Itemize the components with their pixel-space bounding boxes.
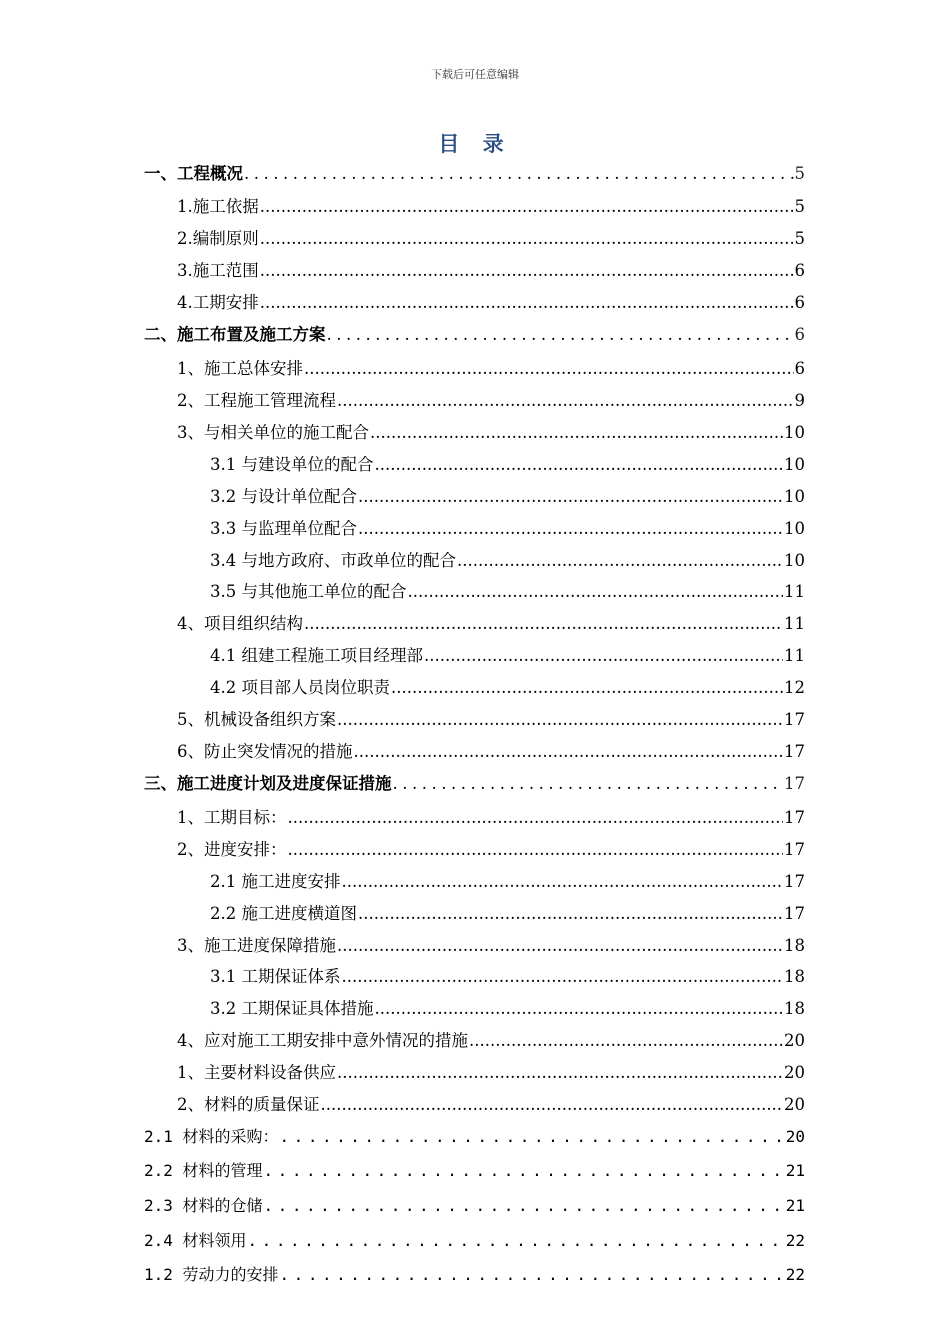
toc-entry-label: 6、防止突发情况的措施 [177,742,353,761]
toc-entry-page-number: 6 [794,293,805,312]
toc-entry-page-number: 17 [784,840,805,859]
toc-entry[interactable] [144,1262,805,1288]
toc-entry-label: 2、工程施工管理流程 [177,391,336,410]
page-header: 下载后可任意编辑 [431,68,519,81]
toc-entry[interactable] [210,995,805,1021]
toc-entry-page-number: 5 [794,164,805,183]
toc-entry-page-number: 6 [794,261,805,280]
toc-entry-label: 二、施工布置及施工方案 [144,325,326,344]
dot-leader [337,936,783,955]
toc-entry-page-number: 17 [784,904,805,923]
toc-entry-page-number: 6 [794,359,805,378]
dot-leader [354,742,784,761]
dot-leader [424,646,783,665]
toc-entry-page-number: 17 [784,742,805,761]
toc-entry-label: 3.1 工期保证体系 [210,967,341,986]
toc-entry-page-number: 20 [785,1127,805,1146]
dot-leader [358,487,783,506]
dot-leader [370,423,783,442]
toc-entry-page-number: 17 [784,872,805,891]
toc-entry-page-number: 17 [784,774,805,793]
toc-entry-page-number: 21 [785,1161,805,1180]
toc-entry[interactable] [177,1091,805,1117]
dot-leader [248,1231,785,1250]
dot-leader [342,872,784,891]
dot-leader [358,904,783,923]
toc-entry-page-number: 20 [784,1031,805,1050]
toc-entry[interactable] [210,578,805,604]
dot-leader [280,1265,785,1284]
toc-entry[interactable] [177,836,805,862]
dot-leader [393,774,784,793]
toc-entry[interactable] [210,674,805,700]
toc-entry-label: 4、项目组织结构 [177,614,303,633]
toc-entry-page-number: 22 [785,1265,805,1284]
toc-entry[interactable] [177,257,805,283]
dot-leader [337,391,794,410]
dot-leader [321,1095,784,1114]
toc-entry-page-number: 22 [785,1231,805,1250]
toc-entry-label: 2.4 材料领用 [144,1231,247,1250]
toc-entry[interactable] [144,770,805,796]
toc-entry-label: 3.5 与其他施工单位的配合 [210,582,407,601]
toc-entry[interactable] [177,610,805,636]
toc-entry[interactable] [144,321,805,347]
toc-entry-page-number: 18 [784,967,805,986]
toc-entry-label: 4、应对施工工期安排中意外情况的措施 [177,1031,468,1050]
toc-entry-label: 1.2 劳动力的安排 [144,1265,279,1284]
toc-entry-page-number: 10 [784,519,805,538]
toc-entry[interactable] [177,932,805,958]
dot-leader [337,1063,783,1082]
dot-leader [337,710,783,729]
toc-entry-page-number: 20 [784,1063,805,1082]
toc-entry-label: 3.2 与设计单位配合 [210,487,357,506]
toc-entry-label: 3.1 与建设单位的配合 [210,455,374,474]
toc-entry-page-number: 9 [794,391,805,410]
toc-entry-label: 4.工期安排 [177,293,259,312]
toc-entry[interactable] [177,1059,805,1085]
dot-leader [375,999,784,1018]
toc-entry-page-number: 10 [784,487,805,506]
toc-entry[interactable] [144,160,805,186]
toc-entry-label: 2.2 施工进度横道图 [210,904,357,923]
toc-entry-label: 1、施工总体安排 [177,359,303,378]
toc-entry[interactable] [144,1158,805,1184]
dot-leader [260,229,794,248]
toc-entry-page-number: 18 [784,936,805,955]
toc-entry-page-number: 10 [784,455,805,474]
toc-entry[interactable] [210,900,805,926]
toc-entry-page-number: 6 [794,325,805,344]
toc-entry-label: 三、施工进度计划及进度保证措施 [144,774,392,793]
toc-entry-label: 4.2 项目部人员岗位职责 [210,678,390,697]
toc-entry-label: 3.施工范围 [177,261,259,280]
dot-leader [244,164,794,183]
toc-entry-page-number: 11 [784,582,805,601]
dot-leader [288,840,784,859]
toc-entry[interactable] [210,963,805,989]
toc-entry[interactable] [210,451,805,477]
toc-entry-label: 3.4 与地方政府、市政单位的配合 [210,551,456,570]
toc-entry-label: 3、施工进度保障措施 [177,936,336,955]
toc-entry-page-number: 20 [784,1095,805,1114]
toc-entry-label: 5、机械设备组织方案 [177,710,336,729]
toc-entry[interactable] [177,387,805,413]
dot-leader [264,1161,785,1180]
toc-entry[interactable] [177,1027,805,1053]
toc-entry-page-number: 17 [784,710,805,729]
toc-entry-page-number: 5 [794,229,805,248]
toc-entry[interactable] [177,355,805,381]
toc-entry-page-number: 21 [785,1196,805,1215]
toc-entry-label: 2、材料的质量保证 [177,1095,320,1114]
toc-entry-label: 2.2 材料的管理 [144,1161,263,1180]
toc-entry-label: 4.1 组建工程施工项目经理部 [210,646,423,665]
toc-entry[interactable] [210,642,805,668]
toc-entry-label: 3、与相关单位的施工配合 [177,423,369,442]
toc-entry-label: 1、主要材料设备供应 [177,1063,336,1082]
toc-entry-label: 2.1 施工进度安排 [210,872,341,891]
dot-leader [375,455,784,474]
toc-entry-label: 2、进度安排： [177,840,287,859]
toc-entry[interactable] [177,706,805,732]
toc-entry[interactable] [144,1193,805,1219]
dot-leader [260,293,794,312]
toc-entry[interactable] [210,547,805,573]
dot-leader [408,582,784,601]
dot-leader [457,551,783,570]
toc-entry-page-number: 18 [784,999,805,1018]
toc-entry-page-number: 10 [784,551,805,570]
toc-entry[interactable] [210,868,805,894]
toc-entry-page-number: 17 [784,808,805,827]
dot-leader [327,325,794,344]
toc-entry-label: 2.编制原则 [177,229,259,248]
toc-entry-page-number: 11 [784,646,805,665]
dot-leader [358,519,783,538]
toc-entry[interactable] [177,804,805,830]
toc-entry[interactable] [210,483,805,509]
toc-entry-label: 一、工程概况 [144,164,243,183]
toc-entry-label: 3.3 与监理单位配合 [210,519,357,538]
dot-leader [304,359,794,378]
toc-entry-label: 2.3 材料的仓储 [144,1196,263,1215]
dot-leader [288,808,784,827]
toc-entry[interactable] [144,1124,805,1150]
toc-entry[interactable] [210,515,805,541]
toc-entry-label: 2.1 材料的采购： [144,1127,279,1146]
toc-entry[interactable] [177,193,805,219]
toc-entry[interactable] [177,419,805,445]
dot-leader [304,614,783,633]
toc-entry[interactable] [144,1228,805,1254]
dot-leader [391,678,783,697]
toc-entry-label: 1、工期目标： [177,808,287,827]
dot-leader [342,967,784,986]
toc-entry-page-number: 12 [784,678,805,697]
toc-entry-label: 1.施工依据 [177,197,259,216]
toc-entry[interactable] [177,225,805,251]
toc-entry-label: 3.2 工期保证具体措施 [210,999,374,1018]
dot-leader [260,261,794,280]
toc-entry[interactable] [177,289,805,315]
toc-entry[interactable] [177,738,805,764]
toc-entry-page-number: 11 [784,614,805,633]
toc-entry-page-number: 5 [794,197,805,216]
dot-leader [260,197,794,216]
toc-title: 目 录 [438,131,512,156]
dot-leader [264,1196,785,1215]
toc-entry-page-number: 10 [784,423,805,442]
dot-leader [469,1031,783,1050]
dot-leader [280,1127,785,1146]
